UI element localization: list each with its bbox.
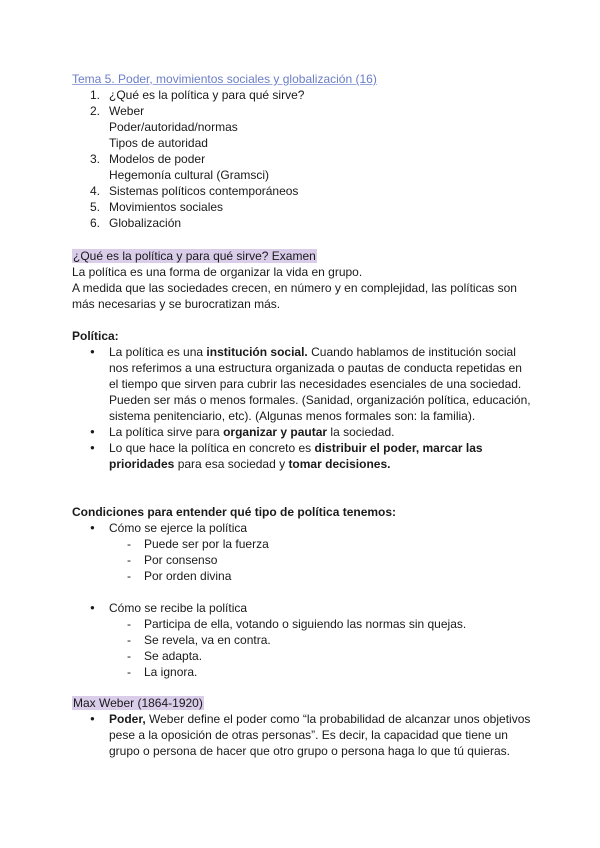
- toc-text: Weber: [109, 104, 145, 118]
- toc-number: 3.: [90, 152, 101, 166]
- toc-number: 6.: [90, 216, 101, 230]
- section-politica: [72, 328, 532, 472]
- text-run: Weber define el poder como “la probabilidad de alcanzar unos objetivos pese a la oposición de otras personas”. Es decir, la capacidad que tiene un grupo o persona de hacer que otro grupo o persona haga lo que tú quieras.: [109, 712, 531, 758]
- dash-item: - Por consenso: [72, 552, 532, 568]
- bullet-label: Cómo se recibe la política: [109, 601, 248, 615]
- toc-item: [72, 87, 532, 103]
- toc-text: Modelos de poder: [109, 152, 206, 166]
- toc-item: [72, 199, 532, 215]
- dash-item: - La ignora.: [72, 664, 532, 680]
- toc-subitem: Hegemonía cultural (Gramsci): [109, 168, 270, 182]
- bold-text: distribuir el poder, marcar las prioridades: [109, 441, 483, 471]
- text-run: la sociedad.: [327, 425, 395, 439]
- header-link[interactable]: Tema 5. Poder, movimientos sociales y globalización (16): [72, 72, 377, 86]
- bullet-list: [72, 600, 532, 616]
- section-heading: Política:: [72, 329, 119, 343]
- text-run: La política sirve para: [109, 425, 224, 439]
- dash-item: - Se revela, va en contra.: [72, 632, 532, 648]
- dash-item: - Puede ser por la fuerza: [72, 536, 532, 552]
- dash-list: [72, 616, 532, 680]
- section-condiciones: [72, 504, 532, 584]
- toc-text: Sistemas políticos contemporáneos: [109, 184, 299, 198]
- bullet-item: [72, 424, 532, 440]
- toc-number: 5.: [90, 200, 101, 214]
- toc-text: Globalización: [109, 216, 182, 230]
- paragraph: A medida que las sociedades crecen, en número y en complejidad, las políticas son más necesarias y se burocratizan más.: [72, 281, 517, 311]
- text-run: La política es una: [109, 345, 207, 359]
- bullet-item: [72, 344, 532, 424]
- toc-item: [72, 151, 532, 183]
- toc-item: [72, 215, 532, 231]
- bold-text: tomar decisiones.: [288, 457, 391, 471]
- text-run: Cuando hablamos de institución social nos referimos a una estructura organizada o pautas de conducta repetidas en el tiempo que sirven para cubrir las necesidades esenciales de una sociedad. Pueden ser más o menos formales. (Sanidad, organización política, educación, sistema penitenciario, etc). (Algunas menos formales son: la familia).: [109, 345, 531, 423]
- bullet-list: [72, 711, 532, 759]
- bullet-item: [72, 711, 532, 759]
- dash-item: - Se adapta.: [72, 648, 532, 664]
- bold-text: institución social.: [206, 345, 308, 359]
- bullet-label: Cómo se ejerce la política: [109, 521, 248, 535]
- section-heading: Max Weber (1864-1920): [73, 696, 203, 710]
- toc-item: [72, 103, 532, 151]
- section-heading: Condiciones para entender qué tipo de política tenemos:: [72, 505, 397, 519]
- dash-list: [72, 536, 532, 584]
- toc-list: [72, 87, 532, 231]
- toc-subitem: Tipos de autoridad: [109, 136, 208, 150]
- toc-number: 2.: [90, 104, 101, 118]
- section-que-es: [72, 248, 532, 312]
- paragraph: La política es una forma de organizar la vida en grupo.: [72, 265, 363, 279]
- toc-text: ¿Qué es la política y para qué sirve?: [109, 88, 305, 102]
- dash-item: - Participa de ella, votando o siguiendo las normas sin quejas.: [72, 616, 532, 632]
- dash-item: - Por orden divina: [72, 568, 532, 584]
- toc-subitem: Poder/autoridad/normas: [109, 120, 238, 134]
- bold-text: organizar y pautar: [223, 425, 328, 439]
- toc-number: 4.: [90, 184, 101, 198]
- text-run: para esa sociedad y: [174, 457, 289, 471]
- bullet-item: [72, 520, 532, 536]
- toc-item: [72, 183, 532, 199]
- toc-number: 1.: [90, 88, 101, 102]
- text-run: Lo que hace la política en concreto es: [109, 441, 315, 455]
- section-recibe: [72, 600, 532, 680]
- section-weber: [72, 695, 532, 759]
- bullet-item: [72, 440, 532, 472]
- bullet-item: [72, 600, 532, 616]
- toc-text: Movimientos sociales: [109, 200, 224, 214]
- bullet-list: [72, 520, 532, 536]
- bold-text: Poder,: [109, 712, 146, 726]
- toc-block: [72, 71, 532, 231]
- bullet-list: [72, 344, 532, 472]
- section-heading: ¿Qué es la política y para qué sirve? Examen: [73, 249, 316, 263]
